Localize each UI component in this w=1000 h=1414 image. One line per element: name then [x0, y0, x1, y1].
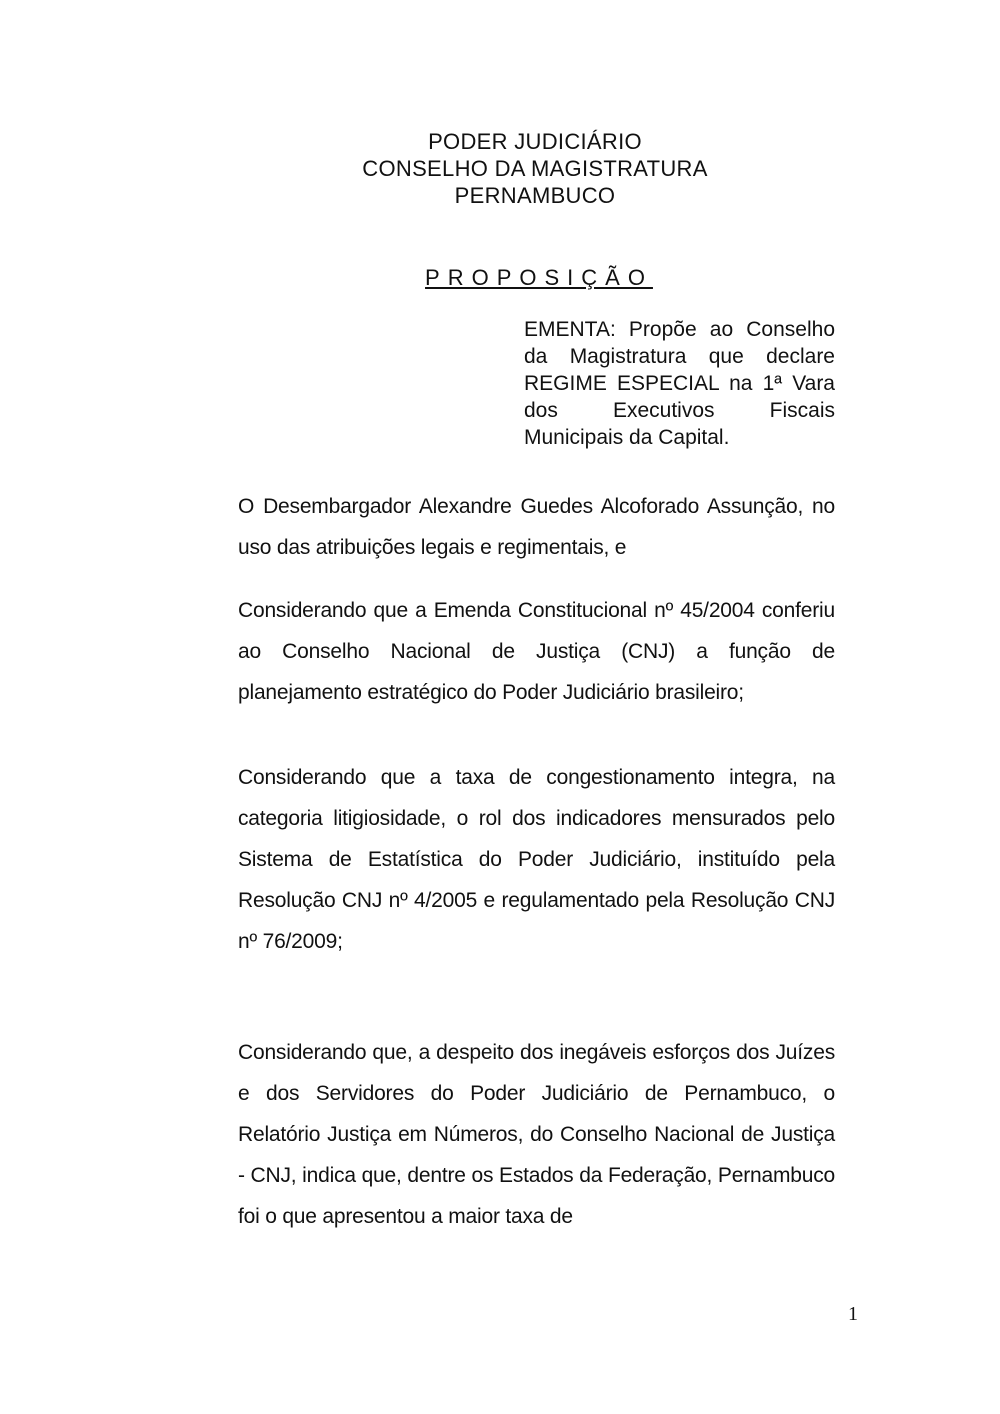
- header-line-pernambuco: PERNAMBUCO: [454, 183, 616, 208]
- paragraph-considerando-1: Considerando que a Emenda Constitucional nº 45/2004 conferiu ao Conselho Nacional de Justiça (CNJ) a função de planejamento estratégico do Poder Judiciário brasileiro;: [238, 599, 835, 704]
- header-line-conselho: CONSELHO DA MAGISTRATURA: [362, 156, 708, 181]
- document-title-container: [0, 264, 1000, 292]
- document-header: [0, 128, 1000, 209]
- paragraph-intro: O Desembargador Alexandre Guedes Alcoforado Assunção, no uso das atribuições legais e regimentais, e: [238, 495, 835, 559]
- paragraph-considerando-2: Considerando que a taxa de congestionamento integra, na categoria litigiosidade, o rol dos indicadores mensurados pelo Sistema de Estatística do Poder Judiciário, instituído pela Resolução CNJ nº 4/2005 e regulamentado pela Resolução CNJ nº 76/2009;: [238, 766, 835, 953]
- paragraph-considerando-3: Considerando que, a despeito dos inegáveis esforços dos Juízes e dos Servidores do Poder Judiciário de Pernambuco, o Relatório Justiça em Números, do Conselho Nacional de Justiça - CNJ, indica que, dentre os Estados da Federação, Pernambuco foi o que apresentou a maior taxa de: [238, 1041, 835, 1228]
- page-number: 1: [848, 1303, 858, 1325]
- ementa-block: EMENTA: Propõe ao Conselho da Magistratura que declare REGIME ESPECIAL na 1ª Vara dos Executivos Fiscais Municipais da Capital.: [524, 318, 835, 449]
- document-title: PROPOSIÇÃO: [425, 265, 653, 290]
- header-line-poder-judiciario: PODER JUDICIÁRIO: [428, 129, 642, 154]
